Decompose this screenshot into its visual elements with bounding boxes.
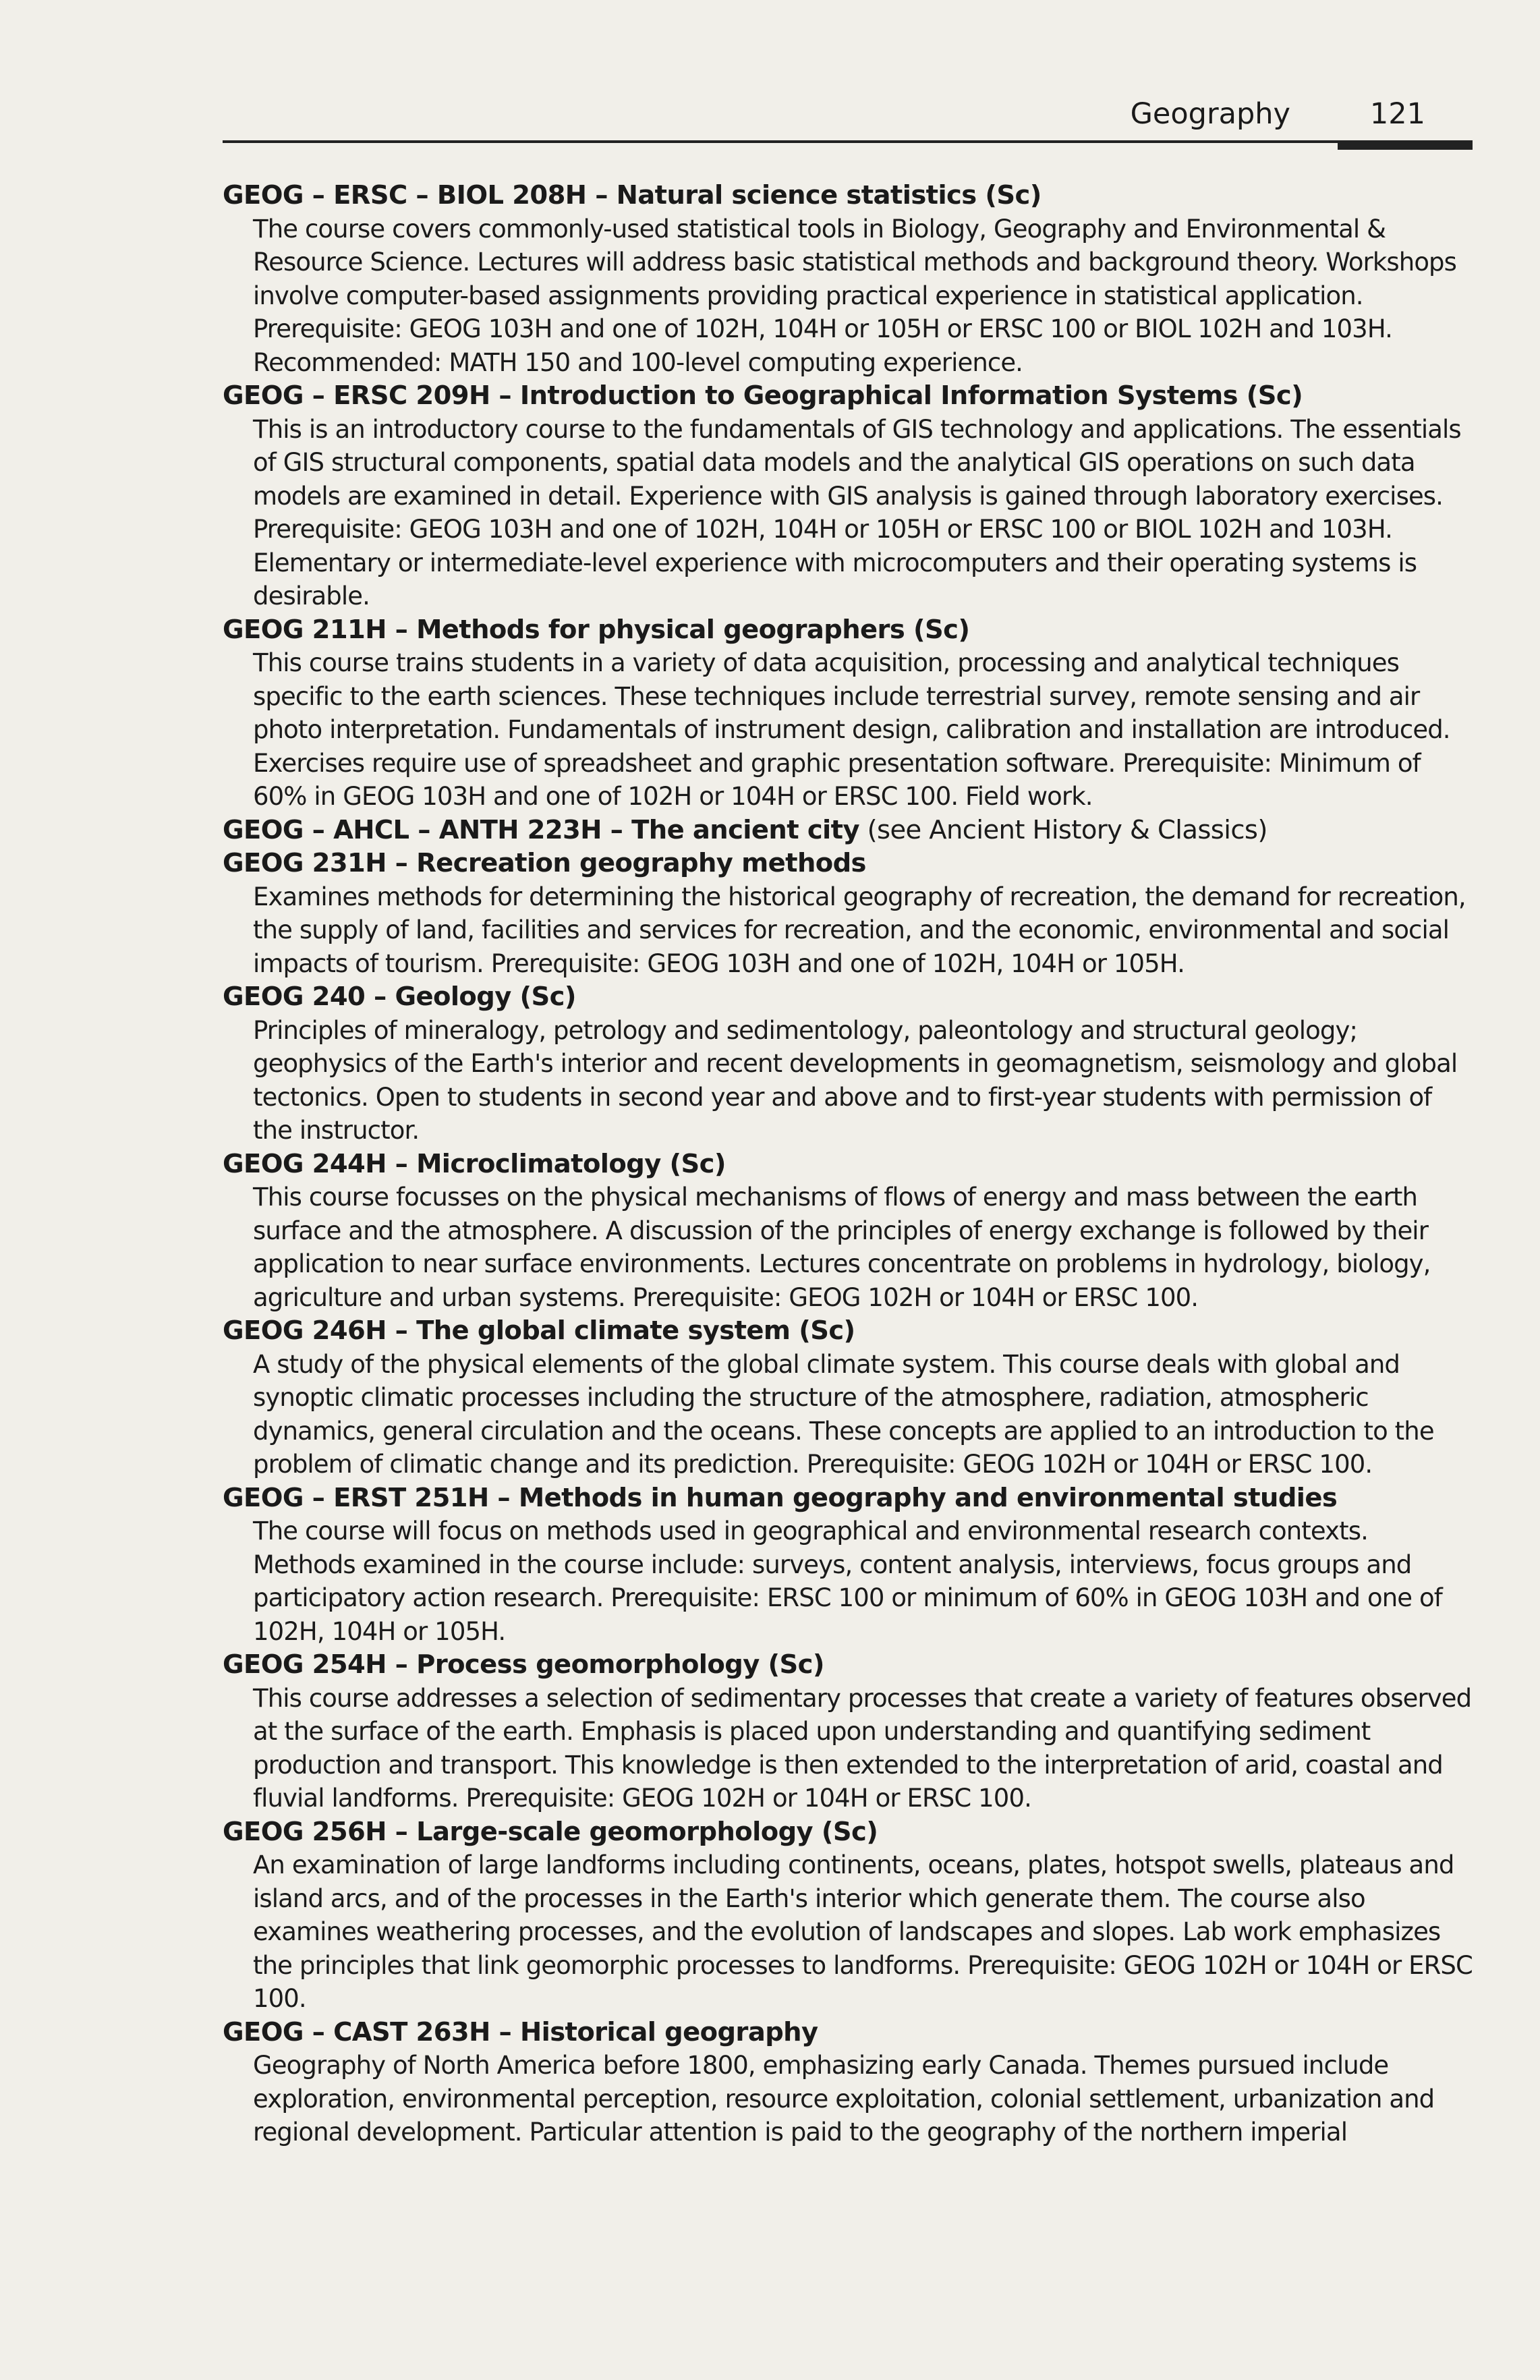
course-title: GEOG – ERSC 209H – Introduction to Geographical Information Systems (Sc) — [223, 380, 1303, 411]
course-entry — [223, 1481, 1477, 1649]
course-entry — [223, 980, 1477, 1148]
course-entry — [223, 1815, 1477, 2016]
course-entry — [223, 1314, 1477, 1481]
course-description: This course trains students in a variety of data acquisition, processing and analytical techniques specific to the earth sciences. These techniques include terrestrial survey, remote sensing and air photo interpretation. Fundamentals of instrument design, calibration and installation are introduced. Exercises require use of spreadsheet and graphic presentation software. Prerequisite: Minimum of 60% in GEOG 103H and one of 102H or 104H or ERSC 100. Field work. — [253, 648, 1450, 811]
course-entry — [223, 2016, 1477, 2149]
page-header — [223, 88, 1473, 143]
course-description: This course focusses on the physical mechanisms of flows of energy and mass between the earth surface and the atmosphere. A discussion of the principles of energy exchange is followed by their application to near surface environments. Lectures concentrate on problems in hydrology, biology, agriculture and urban systems. Prerequisite: GEOG 102H or 104H or ERSC 100. — [253, 1183, 1431, 1312]
course-title: GEOG 246H – The global climate system (Sc) — [223, 1315, 855, 1346]
course-title: GEOG – CAST 263H – Historical geography — [223, 2016, 818, 2047]
course-description: Principles of mineralogy, petrology and sedimentology, paleontology and structural geology; geophysics of the Earth's interior and recent developments in geomagnetism, seismology and global tectonics. Open to students in second year and above and to first-year students with permission of the instructor. — [253, 1015, 1458, 1145]
course-entry — [223, 847, 1477, 980]
cross-reference: (see Ancient History & Classics) — [859, 814, 1267, 845]
course-entry — [223, 613, 1477, 814]
course-title: GEOG 211H – Methods for physical geographers (Sc) — [223, 614, 970, 645]
course-description: Geography of North America before 1800, emphasizing early Canada. Themes pursued include exploration, environmental perception, resource exploitation, colonial settlement, urbanization and regional development. Particular attention is paid to the geography of the northern imperial — [253, 2051, 1435, 2147]
course-description: An examination of large landforms including continents, oceans, plates, hotspot swells, plateaus and island arcs, and of the processes in the Earth's interior which generate them. The course also examines weathering processes, and the evolution of landscapes and slopes. Lab work emphasizes the principles that link geomorphic processes to landforms. Prerequisite: GEOG 102H or 104H or ERSC 100. — [253, 1850, 1473, 2013]
course-title: GEOG – ERST 251H – Methods in human geography and environmental studies — [223, 1482, 1338, 1513]
course-description: This course addresses a selection of sedimentary processes that create a variety of features observed at the surface of the earth. Emphasis is placed upon understanding and quantifying sediment production and transport. This knowledge is then extended to the interpretation of arid, coastal and fluvial landforms. Prerequisite: GEOG 102H or 104H or ERSC 100. — [253, 1683, 1472, 1813]
page-number: 121 — [1369, 97, 1425, 131]
course-entry — [223, 814, 1477, 847]
course-entry — [223, 1148, 1477, 1315]
course-entry — [223, 379, 1477, 613]
course-description: The course will focus on methods used in geographical and environmental research contexts. Methods examined in the course include: surveys, content analysis, interviews, focus groups and participatory action research. Prerequisite: ERSC 100 or minimum of 60% in GEOG 103H and one of 102H, 104H or 105H. — [253, 1517, 1442, 1646]
course-title: GEOG 240 – Geology (Sc) — [223, 982, 576, 1012]
course-title: GEOG 244H – Microclimatology (Sc) — [223, 1148, 726, 1179]
course-title: GEOG 254H – Process geomorphology (Sc) — [223, 1649, 824, 1680]
course-description: The course covers commonly-used statistical tools in Biology, Geography and Environmental & Resource Science. Lectures will address basic statistical methods and background theory. Workshops involve computer-based assignments providing practical experience in statistical application. Prerequisite: GEOG 103H and one of 102H, 104H or 105H or ERSC 100 or BIOL 102H and 103H. Recommended: MATH 150 and 100-level computing experience. — [253, 214, 1457, 377]
course-description: Examines methods for determining the historical geography of recreation, the demand for recreation, the supply of land, facilities and services for recreation, and the economic, environmental and social impacts of tourism. Prerequisite: GEOG 103H and one of 102H, 104H or 105H. — [253, 882, 1466, 978]
course-title: GEOG 231H – Recreation geography methods — [223, 848, 866, 878]
course-entry — [223, 179, 1477, 379]
course-title: GEOG – ERSC – BIOL 208H – Natural science statistics (Sc) — [223, 180, 1042, 210]
course-entry — [223, 1648, 1477, 1815]
course-title: GEOG 256H – Large-scale geomorphology (Sc) — [223, 1816, 878, 1847]
course-description: This is an introductory course to the fundamentals of GIS technology and applications. The essentials of GIS structural components, spatial data models and the analytical GIS operations on such data models are examined in detail. Experience with GIS analysis is gained through laboratory exercises. Prerequisite: GEOG 103H and one of 102H, 104H or 105H or ERSC 100 or BIOL 102H and 103H. Elementary or intermediate-level experience with microcomputers and their operating systems is desirable. — [253, 414, 1461, 611]
header-rule-bar — [1338, 142, 1473, 150]
running-head-section: Geography — [1130, 97, 1290, 131]
course-title: GEOG – AHCL – ANTH 223H – The ancient city (see Ancient History & Classics) — [223, 814, 1267, 845]
course-description: A study of the physical elements of the global climate system. This course deals with global and synoptic climatic processes including the structure of the atmosphere, radiation, atmospheric dynamics, general circulation and the oceans. These concepts are applied to an introduction to the problem of climatic change and its prediction. Prerequisite: GEOG 102H or 104H or ERSC 100. — [253, 1349, 1434, 1479]
course-listing — [223, 179, 1477, 2149]
